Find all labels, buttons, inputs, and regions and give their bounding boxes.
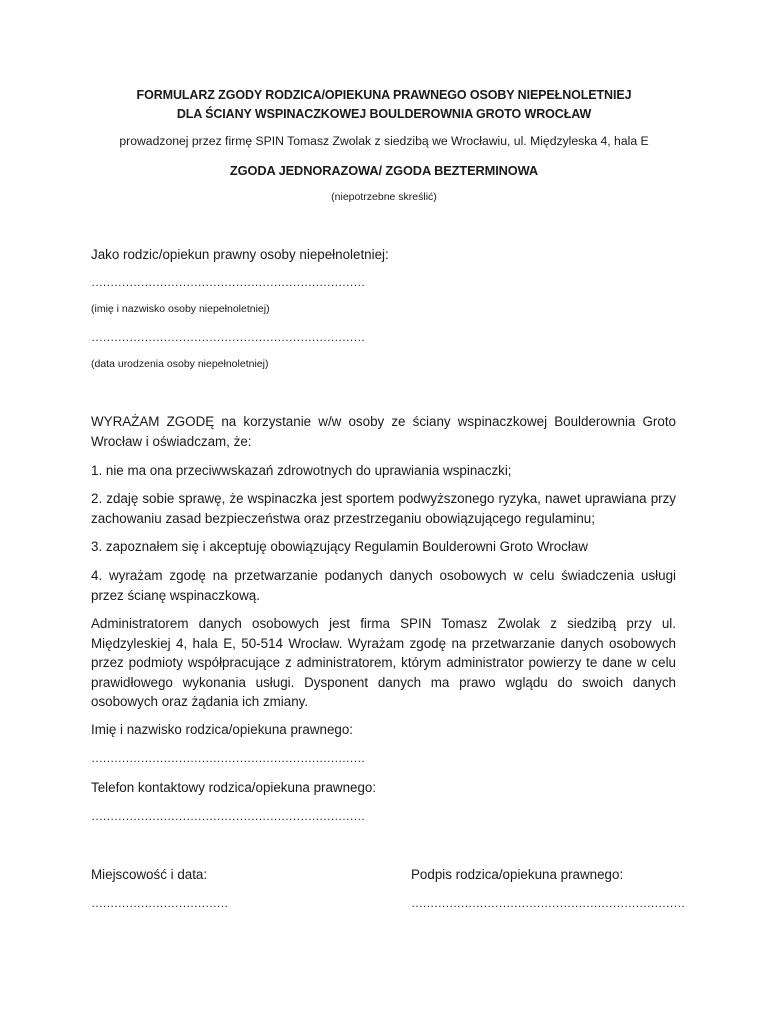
guardian-phone-field[interactable]: ……………………………………………………………… <box>91 809 365 823</box>
declaration-item-2: 2. zdaję sobie sprawę, że wspinaczka jest sportem podwyższonego ryzyka, nawet uprawiana przy zachowaniu zasad bezpieczeństwa oraz przestrzeganiu obowiązującego regulaminu; <box>91 491 676 526</box>
signature-field[interactable]: ……………………………………………………………… <box>411 896 685 910</box>
place-date-label: Miejscowość i data: <box>91 867 208 882</box>
minor-intro: Jako rodzic/opiekun prawny osoby niepełnoletniej: <box>91 247 389 262</box>
minor-name-label: (imię i nazwisko osoby niepełnoletniej) <box>91 303 270 315</box>
form-title-line1: FORMULARZ ZGODY RODZICA/OPIEKUNA PRAWNEGO OSOBY NIEPEŁNOLETNIEJ <box>136 88 632 102</box>
declaration-intro: WYRAŻAM ZGODĘ na korzystanie w/w osoby ze ściany wspinaczkowej Boulderownia Groto Wrocław i oświadczam, że: <box>91 414 676 449</box>
place-date-field[interactable]: ……………………………… <box>91 896 228 910</box>
strike-note: (niepotrzebne skreślić) <box>331 191 437 203</box>
minor-dob-label: (data urodzenia osoby niepełnoletniej) <box>91 358 269 370</box>
declaration-item-3: 3. zapoznałem się i akceptuję obowiązujący Regulamin Boulderowni Groto Wrocław <box>91 539 588 554</box>
guardian-name-label: Imię i nazwisko rodzica/opiekuna prawnego: <box>91 722 354 737</box>
declaration-item-4: 4. wyrażam zgodę na przetwarzanie podanych danych osobowych w celu świadczenia usługi przez ścianę wspinaczkową. <box>91 568 676 603</box>
guardian-name-field[interactable]: ……………………………………………………………… <box>91 751 365 765</box>
data-admin-clause: Administratorem danych osobowych jest firma SPIN Tomasz Zwolak z siedzibą przy ul. Międzyleskiej 4, hala E, 50-514 Wrocław. Wyrażam zgodę na przetwarzanie danych osobowych przez podmioty współpracujące z administratorem, którym administrator powierzy te dane w celu prawidłowego wykonania usługi. Dysponent danych ma prawo wglądu do swoich danych osobowych oraz żądania ich zmiany. <box>91 616 676 709</box>
signature-label: Podpis rodzica/opiekuna prawnego: <box>411 867 624 882</box>
guardian-phone-label: Telefon kontaktowy rodzica/opiekuna prawnego: <box>91 780 377 795</box>
minor-dob-field[interactable]: ……………………………………………………………… <box>91 330 365 344</box>
form-title-line2: DLA ŚCIANY WSPINACZKOWEJ BOULDEROWNIA GROTO WROCŁAW <box>176 107 592 121</box>
declaration-item-1: 1. nie ma ona przeciwwskazań zdrowotnych do uprawiania wspinaczki; <box>91 463 512 478</box>
minor-name-field[interactable]: ……………………………………………………………… <box>91 275 365 289</box>
consent-type-heading: ZGODA JEDNORAZOWA/ ZGODA BEZTERMINOWA <box>229 163 539 178</box>
form-subtitle: prowadzonej przez firmę SPIN Tomasz Zwolak z siedzibą we Wrocławiu, ul. Międzyleska 4, hala E <box>119 134 649 148</box>
